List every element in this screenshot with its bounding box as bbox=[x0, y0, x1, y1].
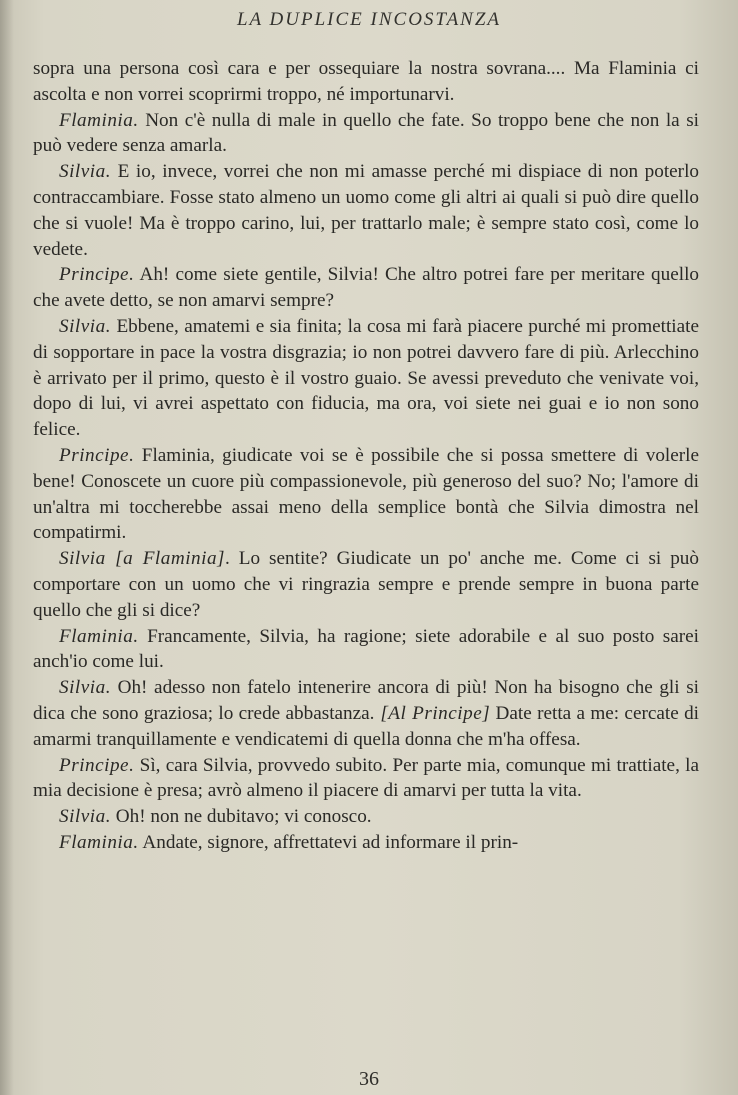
line-text: Non c'è nulla di male in quello che fate. So troppo bene che non la si può vedere senza amarla. bbox=[33, 109, 699, 157]
line-text: Oh! adesso non fatelo intenerire ancora di più! Non ha bisogno che gli si dica che sono graziosa; lo crede abbastanza. bbox=[33, 677, 699, 724]
speaker-name: Principe. bbox=[59, 754, 135, 776]
speaker-name: Principe. bbox=[59, 264, 135, 286]
line-text: Flaminia, giudicate voi se è possibile che si possa smettere di volerle bene! Conoscete un cuore più compassionevole, più generoso del suo? No; l'amore di un'altra mi toccherebbe assai meno della semplice bontà che Silvia dimostra nel compatirmi. bbox=[33, 444, 699, 544]
speaker-name: Silvia. bbox=[59, 677, 111, 699]
stage-direction: [Al Principe] bbox=[374, 702, 491, 724]
line-text: Oh! non ne dubitavo; vi conosco. bbox=[111, 806, 372, 828]
speaker-name: Flaminia. bbox=[59, 625, 139, 647]
speaker-name: Silvia. bbox=[59, 161, 111, 183]
dialogue-line bbox=[33, 159, 699, 262]
line-text: . Lo sentite? Giudicate un po' anche me. Come ci si può comportare con un uomo che vi ringrazia sempre e prende sempre in buona parte quello che gli si dice? bbox=[33, 548, 699, 621]
line-text-continued: Date retta a me: cercate di amarmi tranquillamente e vendicatemi di quella donna che m'ha offesa. bbox=[33, 702, 699, 750]
dialogue-line bbox=[33, 443, 699, 546]
dialogue-line bbox=[33, 546, 699, 623]
line-text: Andate, signore, affrettatevi ad informare il prin- bbox=[138, 831, 519, 853]
line-text: Ebbene, amatemi e sia finita; la cosa mi farà piacere purché mi promettiate di sopportare in pace la vostra disgrazia; io non potrei davvero fare di più. Arlecchino è arrivato per il primo, questo è il vostro guaio. Se avessi preveduto che venivate voi, dopo di lui, vi avrei aspettato con fiducia, ma ora, voi siete nei guai e io non sono felice. bbox=[33, 315, 699, 441]
paragraph-text: sopra una persona così cara e per ossequiare la nostra sovrana.... Ma Flaminia ci ascolta e non vorrei scoprirmi troppo, né importunarvi. bbox=[33, 58, 699, 105]
speaker-name: Principe. bbox=[59, 444, 135, 466]
line-text: Sì, cara Silvia, provvedo subito. Per parte mia, comunque mi trattiate, la mia decisione è presa; avrò almeno il piacere di amarvi per tutta la vita. bbox=[33, 754, 699, 802]
line-text: Ah! come siete gentile, Silvia! Che altro potrei fare per meritare quello che avete detto, se non amarvi sempre? bbox=[33, 264, 699, 312]
dialogue-line bbox=[33, 753, 699, 805]
dialogue-line bbox=[33, 830, 699, 856]
dialogue-line bbox=[33, 314, 699, 443]
speaker-name: Silvia bbox=[59, 548, 106, 570]
dialogue-line bbox=[33, 262, 699, 314]
binding-shadow bbox=[0, 0, 14, 1095]
speaker-name: Silvia. bbox=[59, 315, 111, 337]
speaker-name: Flaminia. bbox=[59, 109, 139, 131]
speaker-name: Silvia. bbox=[59, 806, 111, 828]
page-body bbox=[33, 56, 699, 856]
dialogue-line bbox=[33, 108, 699, 160]
stage-direction: [a Flaminia] bbox=[105, 548, 226, 570]
line-text: Francamente, Silvia, ha ragione; siete adorabile e al suo posto sarei anch'io come lui. bbox=[33, 625, 699, 673]
speaker-name: Flaminia. bbox=[59, 831, 139, 853]
dialogue-line bbox=[33, 624, 699, 676]
paragraph-continuation bbox=[33, 56, 699, 108]
dialogue-line bbox=[33, 804, 699, 830]
line-text: E io, invece, vorrei che non mi amasse perché mi dispiace di non poterlo contraccambiare. Fosse stato almeno un uomo come gli altri ai quali si può dire quello che si vuole! Ma è troppo carino, lui, per trattarlo male; è sempre stato così, come lo vedete. bbox=[33, 161, 699, 260]
dialogue-line bbox=[33, 675, 699, 752]
running-title: LA DUPLICE INCOSTANZA bbox=[236, 9, 502, 30]
page-number: 36 bbox=[359, 1068, 379, 1090]
